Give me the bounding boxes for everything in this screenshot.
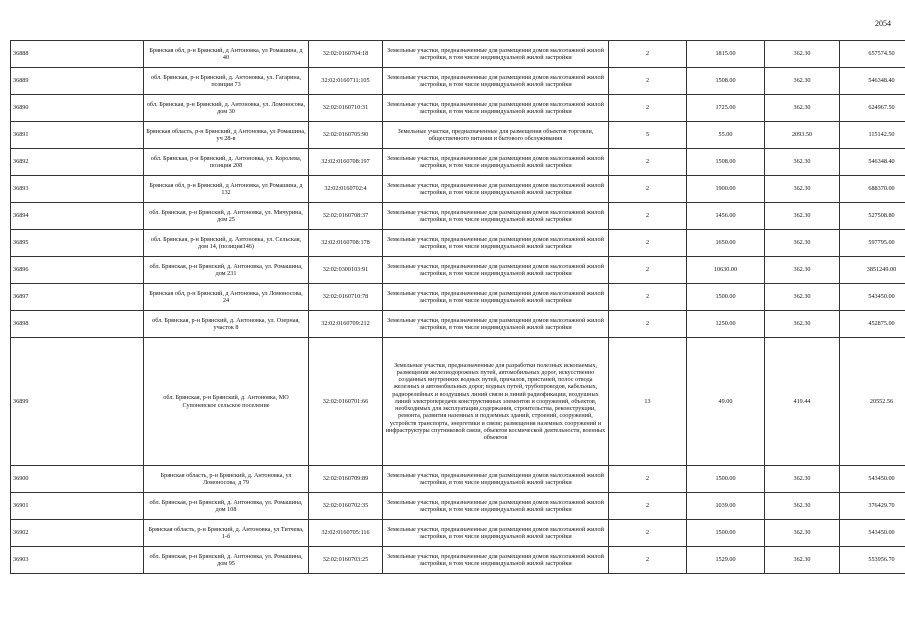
table-row <box>11 547 905 574</box>
table-row <box>11 466 905 493</box>
category-cell: 2 <box>609 68 687 95</box>
land-use-cell: Земельные участки, предназначенные для размещения домов малоэтажной жилой застройки, в том числе индивидуальной жилой застройки <box>383 311 609 338</box>
table-row <box>11 257 905 284</box>
cadastral-value-cell: 688370.00 <box>840 176 905 203</box>
address-cell: обл. Брянская, р-н Брянский, д. Антоновка, ул. Ромашина, дом 108 <box>144 493 309 520</box>
category-cell: 2 <box>609 203 687 230</box>
cadastral-number-cell: 32:02:0160708:37 <box>309 203 383 230</box>
area-cell: 1508.00 <box>687 68 765 95</box>
land-use-cell: Земельные участки, предназначенные для размещения домов малоэтажной жилой застройки, в том числе индивидуальной жилой застройки <box>383 257 609 284</box>
cadastral-value-cell: 597795.00 <box>840 230 905 257</box>
table-row <box>11 41 905 68</box>
cadastral-value-table <box>10 40 905 574</box>
cadastral-number-cell: 32:02:0160710:78 <box>309 284 383 311</box>
category-cell: 2 <box>609 41 687 68</box>
area-cell: 1039.00 <box>687 493 765 520</box>
address-cell: обл. Брянская, р-н Брянский, д. Антоновка, ул. Ромашина, дом 95 <box>144 547 309 574</box>
address-cell: обл. Брянская, р-н Брянский, д. Антоновка, ул. Сельская, дом 14, (позиция146) <box>144 230 309 257</box>
address-cell: Брянская обл, р-н Брянский, д Антоновка, ул Ромашина, д 40 <box>144 41 309 68</box>
address-cell: обл. Брянская, р-н Брянский, д. Антоновка, ул. Королева, позиция 208 <box>144 149 309 176</box>
area-cell: 1500.00 <box>687 520 765 547</box>
table-row <box>11 149 905 176</box>
category-cell: 2 <box>609 284 687 311</box>
category-cell: 2 <box>609 493 687 520</box>
table-row <box>11 122 905 149</box>
cadastral-number-cell: 32:02:0160701:66 <box>309 338 383 466</box>
area-cell: 1500.00 <box>687 466 765 493</box>
row-number-cell: 36892 <box>11 149 144 176</box>
row-number-cell: 36891 <box>11 122 144 149</box>
land-use-cell: Земельные участки, предназначенные для размещения домов малоэтажной жилой застройки, в том числе индивидуальной жилой застройки <box>383 466 609 493</box>
cadastral-value-cell: 3851249.00 <box>840 257 905 284</box>
land-use-cell: Земельные участки, предназначенные для разработки полезных ископаемых, размещения железнодорожных путей, автомобильных дорог, искусственно созданных внутренних водных путей, причалов, пристаней, полос отвода железных и автомобильных дорог, водных путей, трубопроводов, кабельных, радиорелейных и воздушных линий связи и линий радиофикации, воздушных линий электропередачи конструктивных элементов и сооружений, объектов, необходимых для эксплуатации,содержания, строительства, реконструкции, ремонта, развития наземных и подземных зданий, строений, сооружений, устройств транспорта, энергетики и связи; размещения наземных сооружений и инфраструктуры спутниковой связи, объектов космической деятельности, военных объектов <box>383 338 609 466</box>
land-use-cell: Земельные участки, предназначенные для размещения домов малоэтажной жилой застройки, в том числе индивидуальной жилой застройки <box>383 149 609 176</box>
specific-value-cell: 362.30 <box>765 311 840 338</box>
row-number-cell: 36901 <box>11 493 144 520</box>
area-cell: 1500.00 <box>687 284 765 311</box>
area-cell: 1725.00 <box>687 95 765 122</box>
table-row <box>11 203 905 230</box>
table-row <box>11 311 905 338</box>
category-cell: 5 <box>609 122 687 149</box>
address-cell: Брянская обл, р-н Брянский, д Антоновка, ул Ломоносова, 24 <box>144 284 309 311</box>
cadastral-number-cell: 32:02:0160710:31 <box>309 95 383 122</box>
table-row <box>11 520 905 547</box>
cadastral-number-cell: 32:02:0160711:105 <box>309 68 383 95</box>
specific-value-cell: 362.30 <box>765 41 840 68</box>
category-cell: 13 <box>609 338 687 466</box>
specific-value-cell: 362.30 <box>765 95 840 122</box>
row-number-cell: 36893 <box>11 176 144 203</box>
address-cell: обл. Брянская, р-н Брянский, д. Антоновка, ул. Ломоносова, дом 30 <box>144 95 309 122</box>
row-number-cell: 36899 <box>11 338 144 466</box>
land-use-cell: Земельные участки, предназначенные для размещения домов малоэтажной жилой застройки, в том числе индивидуальной жилой застройки <box>383 203 609 230</box>
specific-value-cell: 362.30 <box>765 230 840 257</box>
land-use-cell: Земельные участки, предназначенные для размещения домов малоэтажной жилой застройки, в том числе индивидуальной жилой застройки <box>383 230 609 257</box>
address-cell: Брянская область, р-н Брянский, д. Антоновка, ул Титчева, 1-б <box>144 520 309 547</box>
table-row <box>11 230 905 257</box>
cadastral-number-cell: 32:02:0160704:18 <box>309 41 383 68</box>
row-number-cell: 36890 <box>11 95 144 122</box>
page-number: 2054 <box>875 19 891 28</box>
category-cell: 2 <box>609 520 687 547</box>
category-cell: 2 <box>609 311 687 338</box>
cadastral-value-cell: 20552.56 <box>840 338 905 466</box>
row-number-cell: 36888 <box>11 41 144 68</box>
cadastral-number-cell: 32:02:0160709:212 <box>309 311 383 338</box>
address-cell: обл. Брянская, р-н Брянский, д. Антоновка, ул. Гагарина, позиция 73 <box>144 68 309 95</box>
area-cell: 1456.00 <box>687 203 765 230</box>
table-row <box>11 176 905 203</box>
cadastral-value-cell: 624967.50 <box>840 95 905 122</box>
category-cell: 2 <box>609 257 687 284</box>
category-cell: 2 <box>609 230 687 257</box>
land-use-cell: Земельные участки, предназначенные для размещения домов малоэтажной жилой застройки, в том числе индивидуальной жилой застройки <box>383 176 609 203</box>
specific-value-cell: 362.30 <box>765 203 840 230</box>
cadastral-number-cell: 32:02:0160705:116 <box>309 520 383 547</box>
specific-value-cell: 362.30 <box>765 493 840 520</box>
cadastral-value-cell: 543450.00 <box>840 284 905 311</box>
row-number-cell: 36894 <box>11 203 144 230</box>
land-use-cell: Земельные участки, предназначенные для размещения домов малоэтажной жилой застройки, в том числе индивидуальной жилой застройки <box>383 95 609 122</box>
cadastral-value-cell: 657574.50 <box>840 41 905 68</box>
cadastral-value-cell: 546348.40 <box>840 68 905 95</box>
table-row <box>11 284 905 311</box>
cadastral-number-cell: 32:02:0160702:4 <box>309 176 383 203</box>
row-number-cell: 36897 <box>11 284 144 311</box>
area-cell: 10630.00 <box>687 257 765 284</box>
specific-value-cell: 362.30 <box>765 257 840 284</box>
row-number-cell: 36903 <box>11 547 144 574</box>
table-body <box>11 41 905 574</box>
address-cell: обл. Брянская, р-н Брянский, д. Антоновка, ул. Мичурина, дом 25 <box>144 203 309 230</box>
area-cell: 1250.00 <box>687 311 765 338</box>
specific-value-cell: 2093.50 <box>765 122 840 149</box>
address-cell: Брянская обл, р-н Брянский, д Антоновка, ул Ромашина, д 132 <box>144 176 309 203</box>
cadastral-value-cell: 452875.00 <box>840 311 905 338</box>
address-cell: Брянская область, р-н Брянский, д. Антоновка, ул Ломоносова, д 79 <box>144 466 309 493</box>
category-cell: 2 <box>609 466 687 493</box>
category-cell: 2 <box>609 149 687 176</box>
cadastral-value-cell: 115142.50 <box>840 122 905 149</box>
area-cell: 1650.00 <box>687 230 765 257</box>
row-number-cell: 36900 <box>11 466 144 493</box>
row-number-cell: 36895 <box>11 230 144 257</box>
category-cell: 2 <box>609 95 687 122</box>
row-number-cell: 36902 <box>11 520 144 547</box>
cadastral-number-cell: 32:02:0160708:197 <box>309 149 383 176</box>
area-cell: 55.00 <box>687 122 765 149</box>
row-number-cell: 36898 <box>11 311 144 338</box>
specific-value-cell: 362.30 <box>765 284 840 311</box>
table-row <box>11 493 905 520</box>
table-row <box>11 338 905 466</box>
cadastral-number-cell: 32:02:0160708:178 <box>309 230 383 257</box>
land-use-cell: Земельные участки, предназначенные для размещения домов малоэтажной жилой застройки, в том числе индивидуальной жилой застройки <box>383 493 609 520</box>
table-row <box>11 68 905 95</box>
land-use-cell: Земельные участки, предназначенные для размещения объектов торговли, общественного питания и бытового обслуживания <box>383 122 609 149</box>
address-cell: обл. Брянская, р-н Брянский, д. Антоновка, МО Супоневское сельское поселение <box>144 338 309 466</box>
area-cell: 1815.00 <box>687 41 765 68</box>
cadastral-number-cell: 32:02:0300103:91 <box>309 257 383 284</box>
category-cell: 2 <box>609 547 687 574</box>
area-cell: 49.00 <box>687 338 765 466</box>
cadastral-number-cell: 32:02:0160703:25 <box>309 547 383 574</box>
cadastral-value-cell: 527508.80 <box>840 203 905 230</box>
address-cell: обл. Брянская, р-н Брянский, д. Антоновка, ул. Озерная, участок 8 <box>144 311 309 338</box>
cadastral-value-cell: 543450.00 <box>840 466 905 493</box>
cadastral-value-cell: 543450.00 <box>840 520 905 547</box>
specific-value-cell: 362.30 <box>765 547 840 574</box>
specific-value-cell: 362.30 <box>765 520 840 547</box>
specific-value-cell: 362.30 <box>765 149 840 176</box>
cadastral-value-cell: 546348.40 <box>840 149 905 176</box>
land-use-cell: Земельные участки, предназначенные для размещения домов малоэтажной жилой застройки, в том числе индивидуальной жилой застройки <box>383 547 609 574</box>
land-use-cell: Земельные участки, предназначенные для размещения домов малоэтажной жилой застройки, в том числе индивидуальной жилой застройки <box>383 520 609 547</box>
cadastral-number-cell: 32:02:0160709:89 <box>309 466 383 493</box>
cadastral-number-cell: 32:02:0160702:35 <box>309 493 383 520</box>
land-use-cell: Земельные участки, предназначенные для размещения домов малоэтажной жилой застройки, в том числе индивидуальной жилой застройки <box>383 41 609 68</box>
specific-value-cell: 362.30 <box>765 176 840 203</box>
land-use-cell: Земельные участки, предназначенные для размещения домов малоэтажной жилой застройки, в том числе индивидуальной жилой застройки <box>383 68 609 95</box>
row-number-cell: 36889 <box>11 68 144 95</box>
land-use-cell: Земельные участки, предназначенные для размещения домов малоэтажной жилой застройки, в том числе индивидуальной жилой застройки <box>383 284 609 311</box>
row-number-cell: 36896 <box>11 257 144 284</box>
specific-value-cell: 419.44 <box>765 338 840 466</box>
category-cell: 2 <box>609 176 687 203</box>
cadastral-value-cell: 553956.70 <box>840 547 905 574</box>
cadastral-value-cell: 376429.70 <box>840 493 905 520</box>
address-cell: обл. Брянская, р-н Брянский, д. Антоновка, ул. Ромашина, дом 231 <box>144 257 309 284</box>
address-cell: Брянская область, р-н Брянский, д Антоновка, ул Ромашина, уч 28-в <box>144 122 309 149</box>
cadastral-number-cell: 32:02:0160705:90 <box>309 122 383 149</box>
specific-value-cell: 362.30 <box>765 466 840 493</box>
area-cell: 1529.00 <box>687 547 765 574</box>
area-cell: 1900.00 <box>687 176 765 203</box>
table-row <box>11 95 905 122</box>
specific-value-cell: 362.30 <box>765 68 840 95</box>
area-cell: 1508.00 <box>687 149 765 176</box>
